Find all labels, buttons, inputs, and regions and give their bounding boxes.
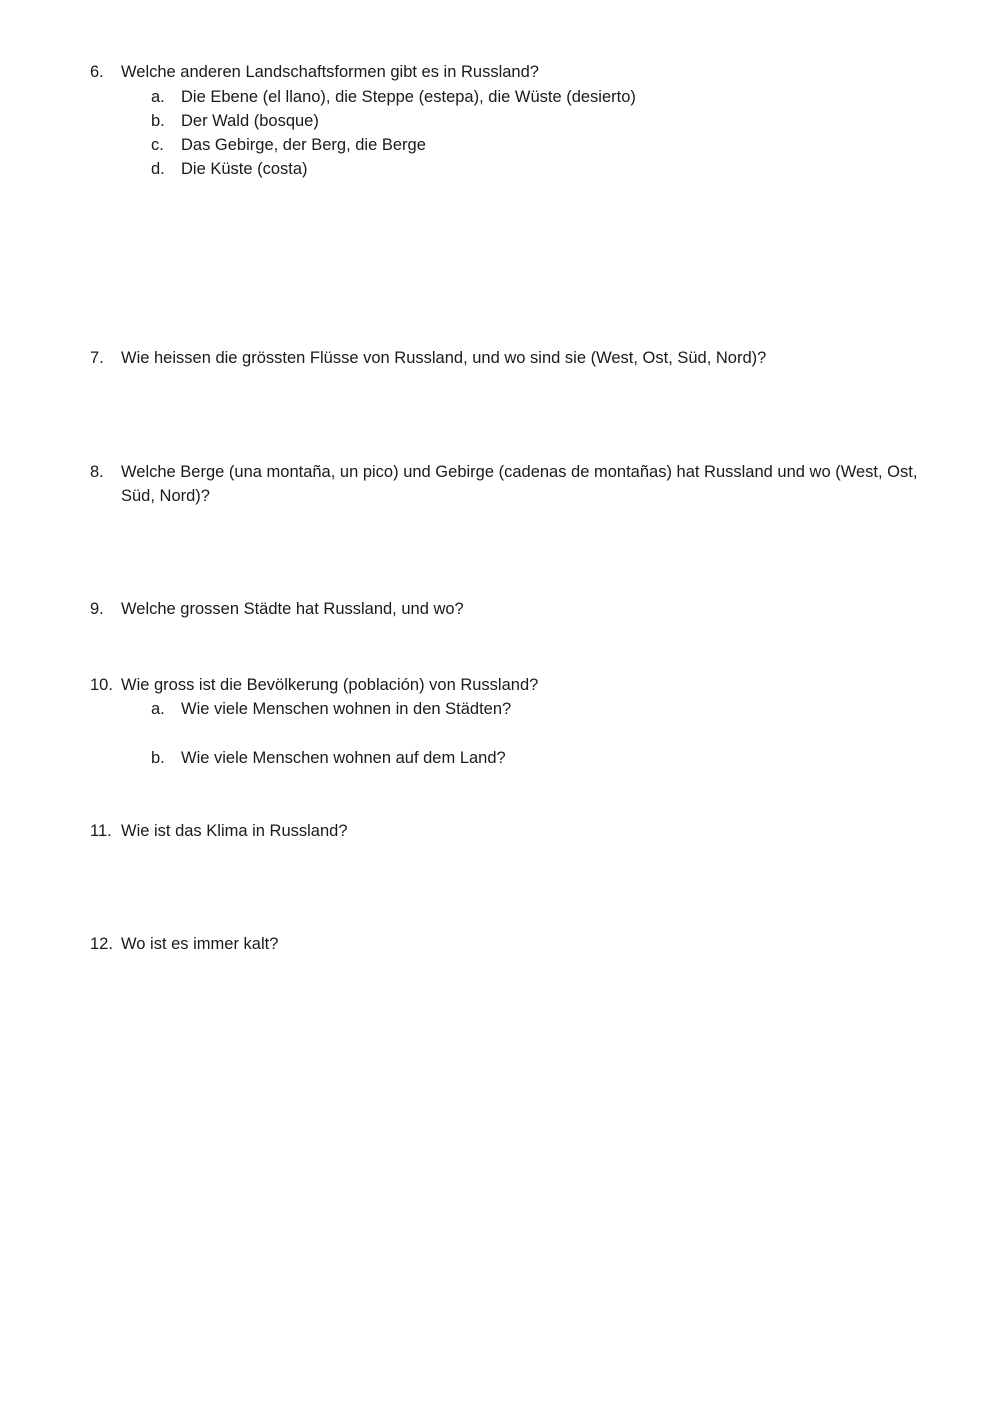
- option-letter: b.: [151, 112, 165, 130]
- question-6-option-b: [151, 109, 931, 133]
- question-6-option-d: [151, 157, 931, 181]
- question-10-part-a: [151, 697, 931, 721]
- question-number: 6.: [90, 63, 104, 81]
- question-text: Wo ist es immer kalt?: [121, 935, 279, 953]
- question-number: 11.: [90, 822, 112, 840]
- option-letter: c.: [151, 136, 164, 154]
- option-text: Wie viele Menschen wohnen auf dem Land?: [181, 749, 506, 767]
- question-number: 10.: [90, 676, 113, 694]
- question-6-option-c: [151, 133, 931, 157]
- option-text: Die Küste (costa): [181, 160, 308, 178]
- question-number: 8.: [90, 463, 104, 481]
- question-12: [90, 932, 940, 956]
- question-text: Wie heissen die grössten Flüsse von Russland, und wo sind sie (West, Ost, Süd, Nord)?: [121, 349, 767, 367]
- option-text: Das Gebirge, der Berg, die Berge: [181, 136, 426, 154]
- question-text: Wie ist das Klima in Russland?: [121, 822, 348, 840]
- question-9: [90, 597, 940, 621]
- question-6: [90, 60, 940, 84]
- question-11: [90, 819, 940, 843]
- option-text: Der Wald (bosque): [181, 112, 319, 130]
- option-letter: a.: [151, 700, 165, 718]
- question-text: Welche anderen Landschaftsformen gibt es in Russland?: [121, 63, 539, 81]
- question-text: Wie gross ist die Bevölkerung (población) von Russland?: [121, 676, 539, 694]
- question-8: [90, 460, 940, 508]
- question-number: 12.: [90, 935, 113, 953]
- question-7: [90, 346, 940, 370]
- question-10-part-b: [151, 746, 931, 770]
- option-letter: d.: [151, 160, 165, 178]
- question-number: 7.: [90, 349, 104, 367]
- question-text: Welche grossen Städte hat Russland, und wo?: [121, 600, 464, 618]
- question-text: Welche Berge (una montaña, un pico) und Gebirge (cadenas de montañas) hat Russland und wo (West, Ost, Süd, Nord)?: [121, 463, 918, 505]
- question-number: 9.: [90, 600, 104, 618]
- question-10: [90, 673, 940, 697]
- option-letter: a.: [151, 88, 165, 106]
- option-text: Wie viele Menschen wohnen in den Städten?: [181, 700, 512, 718]
- option-text: Die Ebene (el llano), die Steppe (estepa), die Wüste (desierto): [181, 88, 636, 106]
- question-6-option-a: [151, 85, 931, 109]
- option-letter: b.: [151, 749, 165, 767]
